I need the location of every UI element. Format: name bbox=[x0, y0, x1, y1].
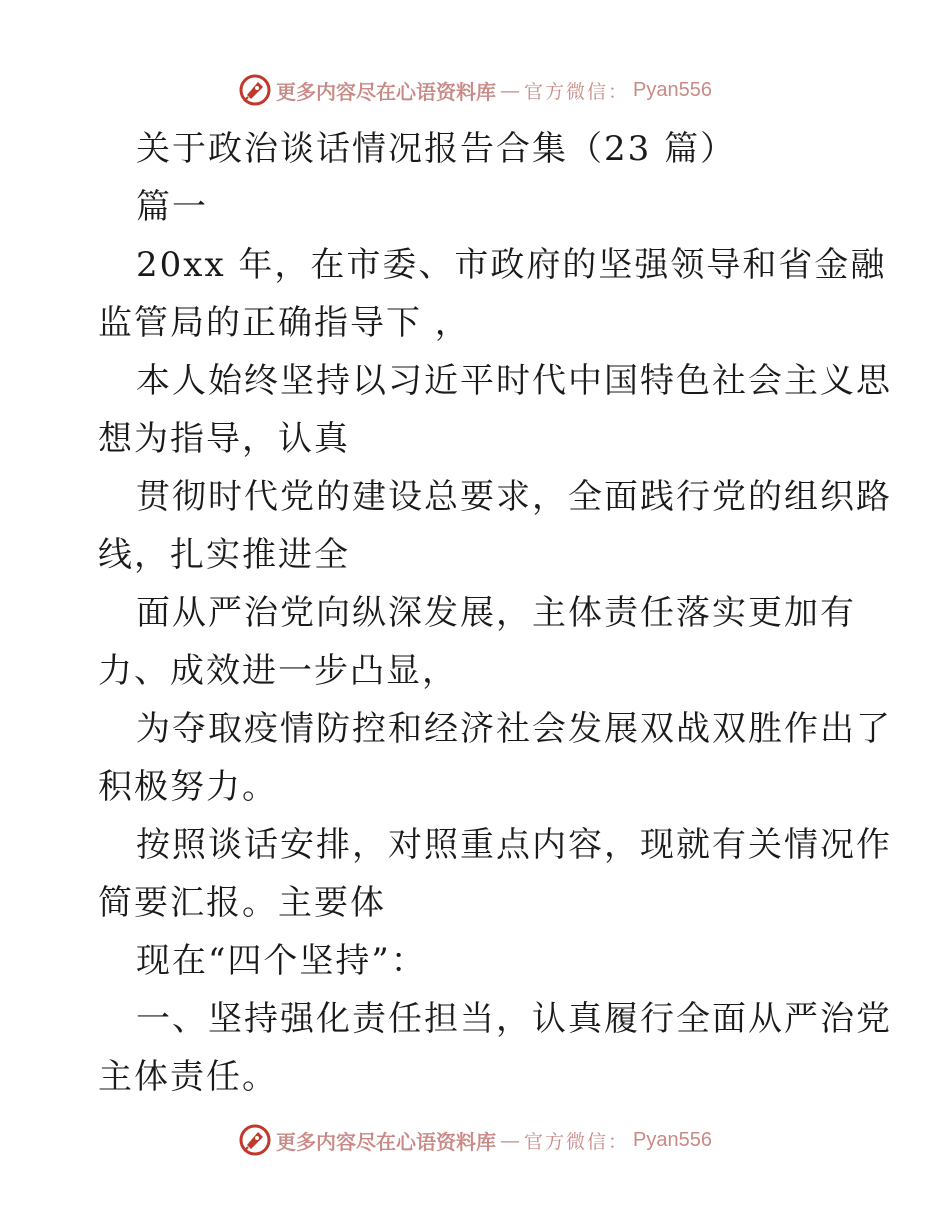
pen-nib-logo-icon bbox=[238, 1123, 272, 1157]
paragraph-line: 20xx 年，在市委、市政府的坚强领导和省金融 bbox=[136, 245, 887, 285]
paragraph-line: 想为指导，认真 bbox=[98, 419, 350, 459]
banner-wechat-id: Pyan556 bbox=[633, 78, 712, 101]
paragraph-line: 线，扎实推进全 bbox=[98, 535, 350, 575]
paragraph-line: 一、坚持强化责任担当，认真履行全面从严治党 bbox=[136, 999, 892, 1039]
paragraph-line: 积极努力。 bbox=[98, 767, 278, 807]
paragraph-line: 简要汇报。主要体 bbox=[98, 883, 386, 923]
footer-banner bbox=[0, 1118, 950, 1162]
banner-wechat-label: 官方微信： bbox=[524, 1130, 630, 1153]
document-body bbox=[98, 120, 892, 1106]
section-heading: 篇一 bbox=[136, 187, 208, 227]
header-banner bbox=[0, 68, 950, 112]
banner-main-text: 更多内容尽在心语资料库 bbox=[276, 79, 496, 104]
banner-wechat-id: Pyan556 bbox=[633, 1128, 712, 1151]
paragraph-line: 按照谈话安排，对照重点内容，现就有关情况作 bbox=[136, 825, 892, 865]
paragraph-line: 主体责任。 bbox=[98, 1057, 278, 1097]
paragraph-line: 现在“四个坚持”： bbox=[136, 941, 427, 981]
paragraph-line: 贯彻时代党的建设总要求，全面践行党的组织路 bbox=[136, 477, 892, 517]
paragraph-line: 为夺取疫情防控和经济社会发展双战双胜作出了 bbox=[136, 709, 892, 749]
document-title: 关于政治谈话情况报告合集（23 篇） bbox=[136, 129, 737, 169]
banner-main-text: 更多内容尽在心语资料库 bbox=[276, 1129, 496, 1154]
banner-dash: — bbox=[500, 78, 520, 102]
paragraph-line: 力、成效进一步凸显， bbox=[98, 651, 458, 691]
banner-wechat-label: 官方微信： bbox=[524, 80, 630, 103]
paragraph-line: 监管局的正确指导下 ， bbox=[98, 303, 471, 343]
pen-nib-logo-icon bbox=[238, 73, 272, 107]
paragraph-line: 面从严治党向纵深发展，主体责任落实更加有 bbox=[136, 593, 856, 633]
paragraph-line: 本人始终坚持以习近平时代中国特色社会主义思 bbox=[136, 361, 892, 401]
banner-dash: — bbox=[500, 1128, 520, 1152]
